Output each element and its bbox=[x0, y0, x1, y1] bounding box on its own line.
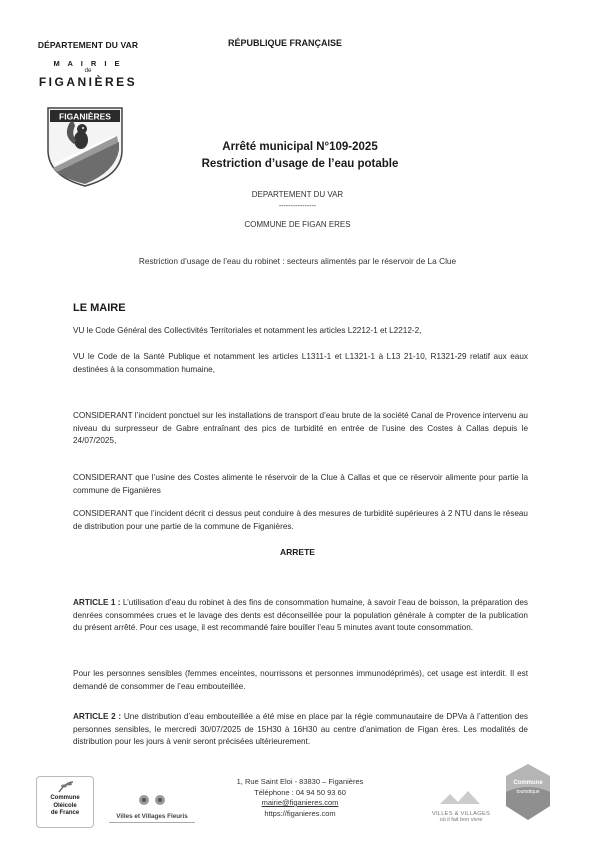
logo1-line2: Oléicole bbox=[53, 802, 77, 809]
town-name: FIGANIÈRES bbox=[38, 75, 138, 89]
arrete-heading: ARRETE bbox=[280, 547, 315, 557]
article-1-label: ARTICLE 1 : bbox=[73, 598, 121, 607]
villes-villages-bon-vivre-logo bbox=[420, 788, 502, 828]
logo4-line1: Commune bbox=[513, 780, 543, 786]
footer-contact bbox=[200, 777, 400, 819]
footer-address: 1, Rue Saint Eloi - 83830 – Figanières bbox=[236, 777, 364, 786]
municipality-header bbox=[18, 40, 158, 89]
sub-separator: ---------------- bbox=[278, 203, 317, 210]
commune-touristique-logo bbox=[503, 762, 553, 822]
mairie-label: M A I R I E bbox=[53, 59, 123, 68]
considerant-paragraph-3: CONSIDERANT que l’incident décrit ci dessus peut conduire à des mesures de turbidité supérieures à 2 NTU dans le réseau de distribution pour une partie de la commune de Figanières. bbox=[73, 509, 528, 531]
vu-paragraph-1: VU le Code Général des Collectivités Territoriales et notamment les articles L2212-1 et L2212-2, bbox=[73, 326, 422, 335]
footer-phone: Téléphone : 04 94 50 93 60 bbox=[254, 787, 346, 797]
de-label: de bbox=[84, 68, 92, 74]
le-maire-heading: LE MAIRE bbox=[73, 302, 126, 314]
vu-paragraph-2: VU le Code de la Santé Publique et notamment les articles L1311-1 et L1321-1 à L13 21-10, R1321-29 relatif aux eaux destinées à la consommation humaine, bbox=[73, 352, 528, 374]
decree-subject: Restriction d’usage de l’eau potable bbox=[201, 158, 399, 170]
crest-banner-text: FIGANIÈRES bbox=[59, 111, 111, 122]
sub-department: DEPARTEMENT DU VAR bbox=[251, 190, 344, 199]
article-2-label: ARTICLE 2 : bbox=[73, 712, 122, 721]
sub-commune: COMMUNE DE FIGAN ERES bbox=[244, 220, 351, 229]
department-label: DÉPARTEMENT DU VAR bbox=[37, 40, 139, 50]
sensitive-persons-paragraph: Pour les personnes sensibles (femmes enceintes, nourrissons et personnes immunodéprimés), cet usage est interdit. Il est demandé de consommer de l’eau embouteillée. bbox=[73, 669, 528, 691]
logo4-line2: touristique bbox=[516, 789, 540, 795]
logo2-text: Villes et Villages Fleuris bbox=[116, 813, 188, 820]
olive-branch-icon bbox=[57, 780, 75, 794]
logo1-line1: Commune bbox=[50, 795, 80, 801]
footer-email-link[interactable]: mairie@figanieres.com bbox=[261, 798, 339, 807]
decree-number: Arrêté municipal N°109-2025 bbox=[222, 141, 378, 153]
considerant-paragraph-1: CONSIDERANT l’incident ponctuel sur les installations de transport d’eau brute de la société Canal de Provence intervenu au niveau du surpresseur de Gabre entraînant des pics de turbidité en entrée de l’usine des Costes à Callas depuis le 24/07/2025, bbox=[73, 411, 528, 445]
logo3-line1: VILLES & VILLAGES bbox=[431, 811, 491, 817]
town-crest-logo bbox=[45, 106, 125, 188]
logo1-line3: de France bbox=[50, 810, 80, 816]
village-icon bbox=[436, 788, 486, 806]
republic-label: RÉPUBLIQUE FRANÇAISE bbox=[228, 38, 343, 48]
article-2 bbox=[73, 711, 528, 749]
villes-villages-fleuris-logo bbox=[106, 792, 198, 828]
flowers-icon bbox=[132, 792, 172, 808]
considerant-paragraph-2: CONSIDERANT que l’usine des Costes alimente le réservoir de la Clue à Callas et que ce réservoir alimente pour partie la commune de Figanières bbox=[73, 473, 528, 495]
logo3-line2: où il fait bon vivre bbox=[439, 817, 483, 823]
article-1 bbox=[73, 597, 528, 635]
commune-oleicole-logo bbox=[36, 776, 94, 828]
footer-website[interactable]: https://figanieres.com bbox=[264, 808, 336, 818]
article-2-text: Une distribution d’eau embouteillée a été mise en place par la régie communautaire de DPVa à l’attention des personnes sensibles, le mercredi 30/07/2025 de 15H30 à 16H30 au centre d’animation de Figan ères. Les modalités de distribution pour les jours à venir seront précisées ultérieurement. bbox=[73, 712, 528, 746]
decree-title bbox=[140, 139, 460, 173]
decree-subject-line: Restriction d’usage de l’eau du robinet : secteurs alimentés par le réservoir de La Clue bbox=[138, 256, 457, 266]
article-1-text: L’utilisation d’eau du robinet à des fins de consommation humaine, à savoir l’eau de boisson, la préparation des denrées consommées crues et le lavage des dents est déconseillée pour la population générale à compter de la publication du présent arrêté. Pour ces usage, il est recommandé faire bouiller l’eau 5 minutes avant toute consommation. bbox=[73, 598, 528, 632]
